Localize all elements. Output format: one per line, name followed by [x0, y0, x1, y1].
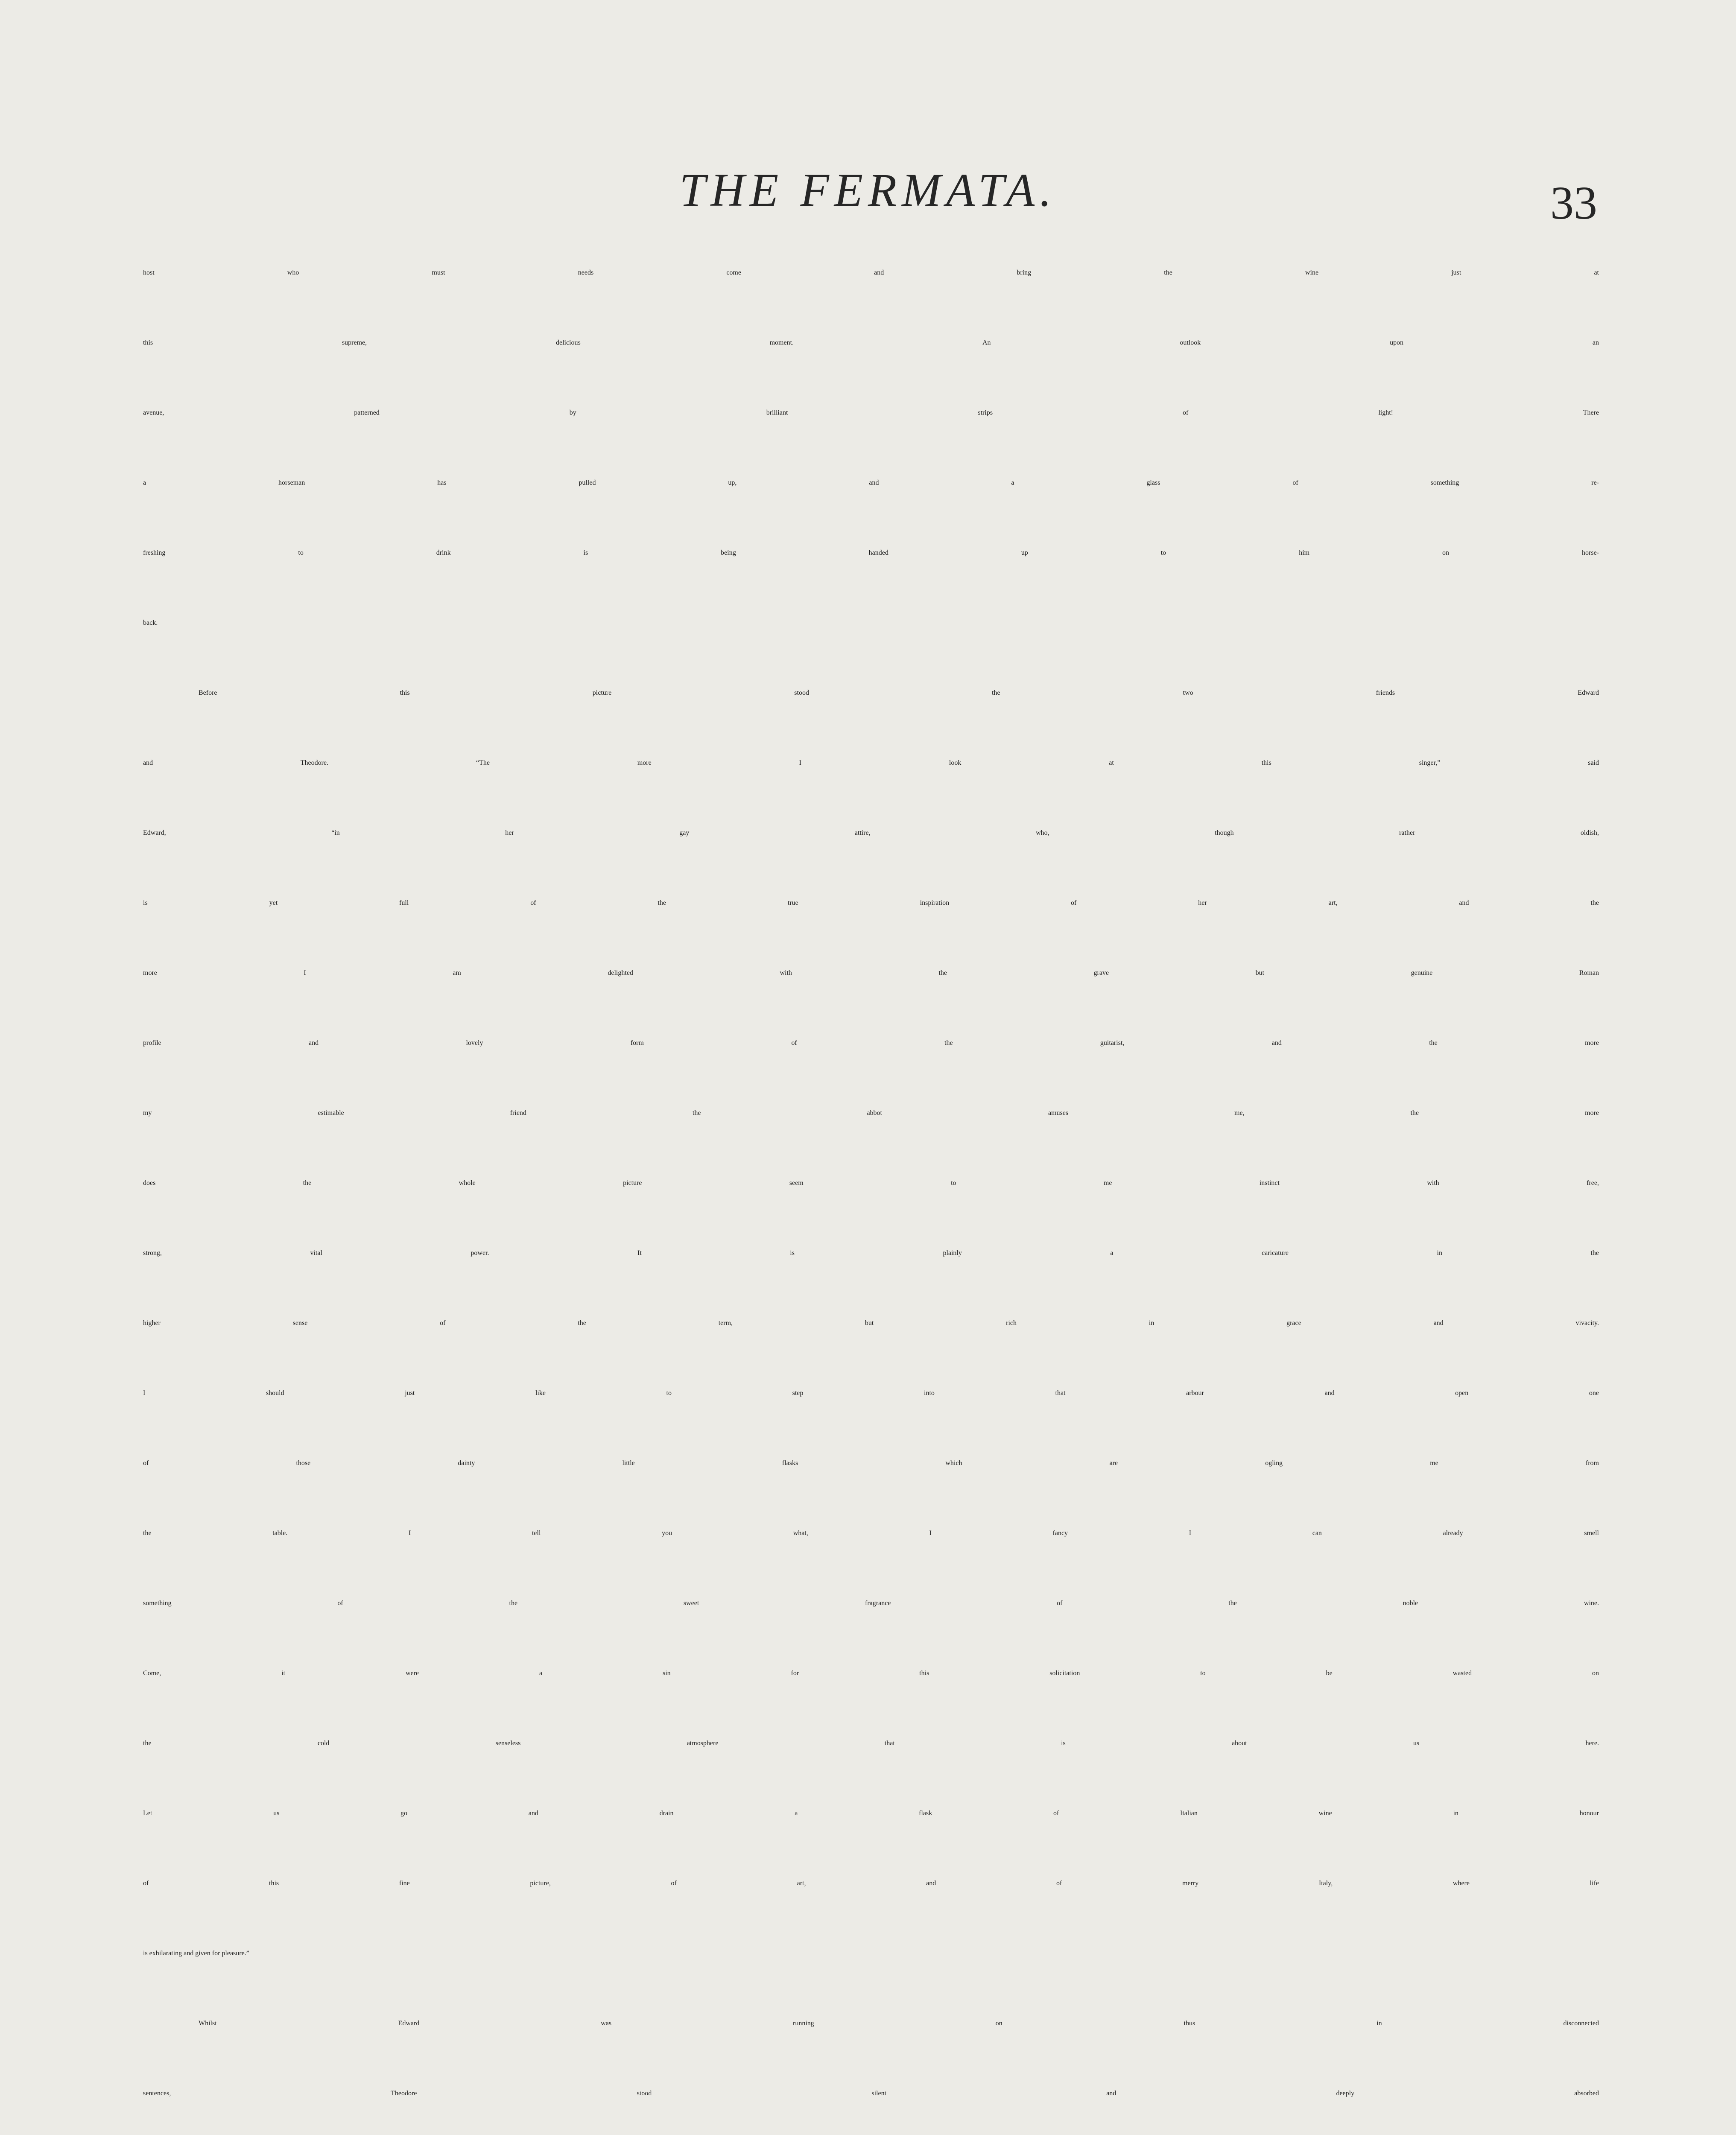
- paragraph: [143, 689, 1599, 2020]
- text-line: is exhilarating and given for pleasure.”: [143, 1950, 249, 1957]
- text-line: of this fine picture, of art, and of merry Italy, where life: [143, 1880, 1599, 1887]
- text-line: the cold senseless atmosphere that is about us here.: [143, 1740, 1599, 1747]
- text-line: Let us go and drain a flask of Italian wine in honour: [143, 1810, 1599, 1817]
- text-line: Before this picture stood the two friends Edward: [199, 689, 1599, 696]
- text-line: more I am delighted with the grave but genuine Roman: [143, 969, 1599, 977]
- text-line: the table. I tell you what, I fancy I can already smell: [143, 1530, 1599, 1537]
- text-line: and Theodore. “The more I look at this singer,” said: [143, 759, 1599, 766]
- text-line: profile and lovely form of the guitarist, and the more: [143, 1039, 1599, 1047]
- text-line: a horseman has pulled up, and a glass of something re-: [143, 479, 1599, 486]
- text-line: does the whole picture seem to me instinct with free,: [143, 1179, 1599, 1187]
- text-line: something of the sweet fragrance of the noble wine.: [143, 1600, 1599, 1607]
- text-line: my estimable friend the abbot amuses me, the more: [143, 1109, 1599, 1117]
- text-line: of those dainty little flasks which are ogling me from: [143, 1459, 1599, 1467]
- text-line: this supreme, delicious moment. An outlook upon an: [143, 339, 1599, 346]
- running-title: THE FERMATA.: [679, 164, 1057, 216]
- text-line: sentences, Theodore stood silent and deeply absorbed: [143, 2090, 1599, 2097]
- text-line: I should just like to step into that arbour and open one: [143, 1389, 1599, 1397]
- text-line: freshing to drink is being handed up to him on horse-: [143, 549, 1599, 556]
- page-header: [0, 154, 1736, 229]
- paragraph: [143, 269, 1599, 689]
- text-line: back.: [143, 619, 158, 626]
- text-line: Edward, “in her gay attire, who, though rather oldish,: [143, 829, 1599, 836]
- text-line: Come, it were a sin for this solicitation to be wasted on: [143, 1670, 1599, 1677]
- paragraph: [143, 2020, 1599, 2135]
- text-line: Whilst Edward was running on thus in disconnected: [199, 2020, 1599, 2027]
- page-body-text: [143, 269, 1599, 2135]
- page-number: 33: [1550, 177, 1597, 229]
- text-line: is yet full of the true inspiration of her art, and the: [143, 899, 1599, 907]
- text-line: host who must needs come and bring the wine just at: [143, 269, 1599, 276]
- text-line: strong, vital power. It is plainly a caricature in the: [143, 1249, 1599, 1257]
- text-line: higher sense of the term, but rich in grace and vivacity.: [143, 1319, 1599, 1327]
- text-line: avenue, patterned by brilliant strips of light! There: [143, 409, 1599, 416]
